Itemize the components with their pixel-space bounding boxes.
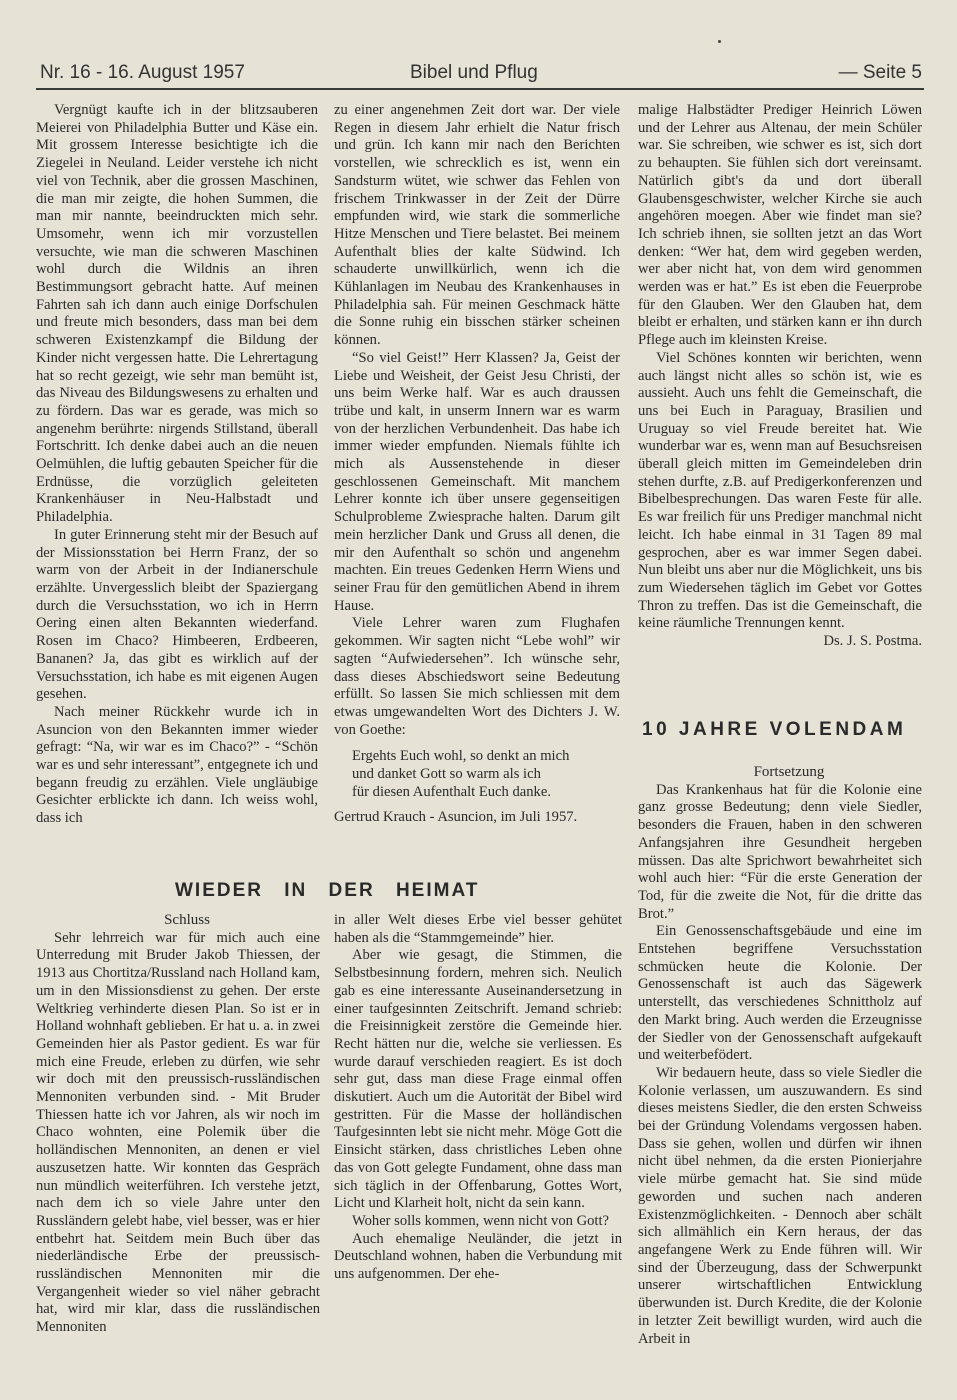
column-3-top (638, 102, 922, 651)
poem-line: und danket Gott so warm als ich (352, 766, 541, 783)
issue-date: Nr. 16 - 16. August 1957 (40, 62, 245, 83)
paragraph: Ein Genossenschaftsgebäude und eine im Entstehen begriffene Versuchsstation schmücken heute die Kolonie. Der Genossenschaft ist auch das Sägewerk unterstellt, das verschiedenes Schnittholz auf den Markt bring. Auch werden die Erzeugnisse der Siedler von der Genossenschaft aufgekauft und weiterbefödert. (638, 923, 922, 1064)
author-signature: Gertrud Krauch - Asuncion, im Juli 1957. (334, 809, 578, 826)
poem-line: Ergehts Euch wohl, so denkt an mich (352, 748, 570, 765)
headline-heimat: WIEDER IN DER HEIMAT (175, 880, 480, 901)
paragraph: Nach meiner Rückkehr wurde ich in Asuncion von den Bekannten immer wieder gefragt: “Na, wir war es im Chaco?” - “Schön war es und sehr interessant”, entgegnete ich und begann freudig zu erzählen. Viele ungläubige Gesichter erblickte ich dann. Ich weiss wohl, dass ich (36, 703, 318, 827)
poem (352, 747, 620, 801)
paragraph: “So viel Geist!” Herr Klassen? Ja, Geist der Liebe und Weisheit, der Geist Jesu Christi, der uns beim Werke half. War es auch draussen trübe und kalt, in unserm Innern war es warm von der herzlichen Verbundenheit. Das habe ich immer wieder empfunden. Niemals fühlte ich mich als Aussenstehende in dieser geschlossenen Gemeinschaft. Mit manchem Lehrer konnte ich über unsere gegenseitigen Schulprobleme Zwiesprache halten. Darum gilt mein herzlicher Dank und Gruss all denen, die mir den Aufenthalt so schön und angenehm machten. Ein treues Gedenken Herrn Wiens und seiner Frau für den gemütlichen Abend in ihrem Hause. (334, 349, 620, 614)
paragraph: In guter Erinnerung steht mir der Besuch auf der Missionsstation bei Herrn Franz, der so warm von der Arbeit in der Indianerschule erzählte. Unvergesslich bleibt der Spaziergang durch die Versuchsstation, wo ich in Herrn Oering einen alten Bekannten wiederfand. Rosen im Chaco? Himbeeren, Erdbeeren, Bananen? Ja, das gibt es wirklich auf der Versuchsstation, ich habe es mit eigenen Augen gesehen. (36, 526, 318, 703)
paragraph: in aller Welt dieses Erbe viel besser gehütet haben als die “Stammgemeinde” hier. (334, 912, 622, 946)
paragraph: Wir bedauern heute, dass so viele Siedler die Kolonie verlassen, um auszuwandern. Es sind dieses meistens Siedler, die den ersten Schweiss bei der Gründung Volendams vergossen haben. Dass sie gehen, wollen und dürfen wir ihnen nicht übel nehmen, da die ersten Pionierjahre viele mürbe gemacht hat. Sie sind müde geworden und suchen nach anderen Existenzmöglichkeiten. - Dennoch aber schält sich allmählich ein Kern heraus, der das angefangene Werk zu Ende führen will. Wir sind der Überzeugung, dass der Schwerpunkt unserer wirtschaftlichen Entwicklung überwunden ist. Durch Kredite, die der Kolonie in letzter Zeit bewilligt wurden, wird auch die Arbeit in (638, 1064, 922, 1347)
paragraph: Sehr lehrreich war für mich auch eine Unterredung mit Bruder Jakob Thiessen, der 1913 aus Chortitza/Russland nach Holland kam, um in den Missionsdienst zu gehen. Der erste Weltkrieg verhinderte diesen Plan. So ist er in Holland wohnhaft geblieben. Er hat u. a. in zwei Gemeinden hier als Pastor gedient. Es war für mich eine Freude, erleben zu dürfen, wie sehr wir doch mit den preussisch-russländischen Mennoniten verbunden sind. - Mit Bruder Thiessen hatte ich vor Jahren, als wir noch im Chaco wohnten, eine Polemik über die holländischen Mennoniten, an denen er viel auszusetzen hatte. Wir konnten das Gespräch nun mündlich weiterführen. Ich verstehe jetzt, nach dem ich so viele Jahre unter den Russländern gelebt habe, viel besser, was er hier entbehrt hat. Seitdem mein Buch über das niederländische Erbe der preussisch-russländischen Mennoniten mir die Vergangenheit wieder so viel näher gebracht hat, wird mir klar, dass die russländischen Mennoniten (36, 929, 320, 1336)
column-3-bottom (638, 764, 922, 1348)
paragraph: Woher solls kommen, wenn nicht von Gott? (352, 1212, 610, 1229)
headline-volendam: 10 JAHRE VOLENDAM (642, 719, 907, 740)
author-signature: Ds. J. S. Postma. (823, 633, 922, 650)
column-2-bottom (334, 912, 622, 1284)
paragraph: Viele Lehrer waren zum Flughafen gekommen. Wir sagten nicht “Lebe wohl” wir sagten “Aufwiedersehen”. Ich wünsche sehr, dass dieses Abschiedswort seine Bedeutung erfüllt. So lassen Sie mich schliessen mit dem etwas umgewandelten Wort des Dichters J. W. von Goethe: (334, 615, 620, 738)
ink-speck (718, 40, 721, 43)
paragraph: Aber wie gesagt, die Stimmen, die Selbstbesinnung fordern, mehren sich. Neulich gab es eine interessante Auseinandersetzung in einer taufgesinnten Zeitschrift. Jemand schrieb: die Freisinnigkeit zerstöre die Gemeinde hier. Recht hätten nur die, welche sie verliessen. Es wurde darauf verschieden reagiert. Es ist doch sehr gut, dass man diese Frage einmal offen diskutiert. Auch um die Autorität der Bibel wird gestritten. Für die Masse der holländischen Taufgesinnten lebt sie nicht mehr. Möge Gott die Einsicht stärken, dass christliches Leben ohne das von Gott gelegte Fundament, ohne dass man sich täglich in der Offenbarung, Gottes Wort, Licht und Klarheit holt, nicht da sein kann. (334, 947, 622, 1212)
paragraph: Vergnügt kaufte ich in der blitzsauberen Meierei von Philadelphia Butter und Käse ein. Mit grossem Interesse besichtigte ich die Ziegelei in Neuland. Leider verstehe ich nicht viel von Technik, aber die grossen Maschinen, die man mir zeigte, die hohen Summen, die man mir nannte, beeindruckten mich sehr. Umsomehr, wenn ich mir vorzustellen versuchte, wie man die schweren Maschinen wohl durch die Wildnis an ihren Bestimmungsort gebracht hatte. Auf meinen Fahrten sah ich dann auch einige Dorfschulen und freute mich besonders, dass man bei dem schweren Existenzkampf die Bildung der Kinder nicht vergessen hatte. Die Lehrertagung hat so recht gezeigt, wie sehr man bemüht ist, das Niveau des Bildungswesens zu erhalten und zu fördern. Das war es gerade, was mich so angenehm berührte: nirgends Stillstand, überall Fortschritt. Ich denke dabei auch an die neuen Oelmühlen, die luftig gebauten Speicher für die Erdnüsse, die vorzüglich geleiteten Krankenhäuser in Neu-Halbstadt und Philadelphia. (36, 102, 318, 526)
paragraph: Das Krankenhaus hat für die Kolonie eine ganz grosse Bedeutung; denn viele Siedler, besonders die Frauen, haben in den schweren Anfangsjahren ihre Gesundheit hergeben müssen. Das alte Sprichwort bewahrheitet sich wohl auch hier: “Für die erste Generation der Tod, für die zweite die Not, für die dritte das Brot.” (638, 781, 922, 922)
poem-line: für diesen Aufenthalt Euch danke. (352, 784, 551, 801)
page-header (40, 58, 922, 88)
paragraph: Auch ehemalige Neuländer, die jetzt in Deutschland wohnen, haben die Verbundung mit uns aufgenommen. Der ehe- (334, 1230, 622, 1283)
page-number: — Seite 5 (838, 62, 922, 83)
column-1-top (36, 102, 318, 828)
paragraph: Viel Schönes konnten wir berichten, wenn auch längst nicht alles so schön ist, wie es aussieht. Auch uns fehlt die Gemeinschaft, die uns bei Euch in Paraguay, Brasilien und Uruguay so viel Freude bereitet hat. Wie wunderbar war es, wenn man auf Besuchsreisen überall gleich mitten im Gemeindeleben drin stehen durfte, z.B. auf Predigerkonferenzen und Bibelbesprechungen. Das waren Feste für alle. Es war freilich für uns Prediger manchmal nicht leicht. Ich habe einmal in 31 Tagen 89 mal gesprochen, aber es war immer Segen dabei. Nun bleibt uns aber nur die Möglichkeit, uns bis zum Wiedersehen täglich im Gebet vor Gottes Thron zu treffen. Das ist die Gemeinschaft, die keine räumliche Trennungen kennt. (638, 349, 922, 632)
subtitle: Fortsetzung (753, 764, 825, 780)
column-2-top (334, 102, 620, 827)
subtitle: Schluss (164, 912, 210, 928)
column-1-bottom (36, 912, 320, 1337)
publication-title: Bibel und Pflug (410, 62, 538, 83)
header-rule (36, 88, 924, 90)
paragraph: zu einer angenehmen Zeit dort war. Der viele Regen in diesem Jahr erhielt die Natur frisch und grün. Ich kann mir nach den Berichten vorstellen, wie schrecklich es ist, wenn ein Sandsturm wütet, wie schwer das Fehlen von frischem Trinkwasser in der Zeit der Dürre empfunden wird, wie stark die sommerliche Hitze Menschen und Tiere belastet. Bei meinem Aufenthalt blies der kalte Südwind. Ich schauderte unwillkürlich, wenn ich die Kühlanlagen im Neubau des Krankenhauses in Philadelphia sah. Für meinen Geschmack hätte die Sonne ruhig ein bisschen stärker scheinen können. (334, 102, 620, 349)
paragraph: malige Halbstädter Prediger Heinrich Löwen und der Lehrer aus Altenau, der mein Schüler war. Sie schreiben, wie schwer es ist, sich dort zu behaupten. Sie fühlen sich dort vereinsamt. Natürlich gibt's da und dort überall Glaubensgeschwister, welcher Kirche sie auch angehören moegen. Aber wie findet man sie? Ich schrieb ihnen, sie sollten jetzt an das Wort denken: “Wer hat, dem wird gegeben werden, wer aber nicht hat, von dem wird genommen werden was er hat.” Es ist eben die Feuerprobe für den Glauben. Wer den Glauben hat, dem bleibt er erhalten, und stärken kann er ihn durch Pflege auch im kleinsten Kreise. (638, 102, 922, 349)
